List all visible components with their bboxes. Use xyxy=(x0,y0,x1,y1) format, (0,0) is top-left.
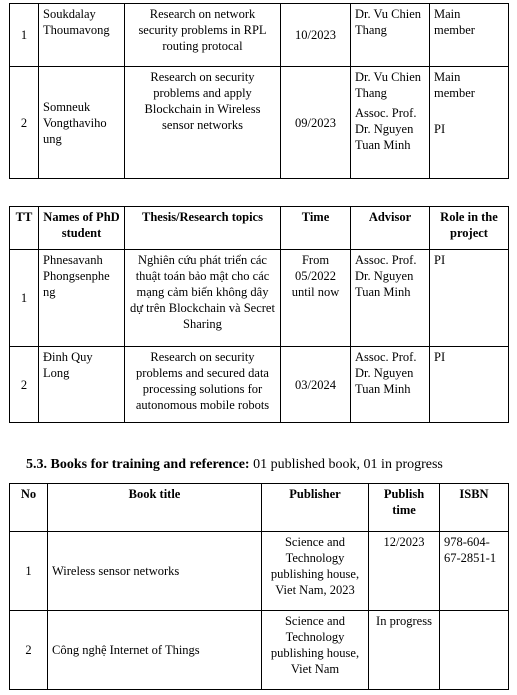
header-time: Time xyxy=(281,207,351,250)
advisor-line: Dr. Vu Chien Thang xyxy=(355,7,422,37)
time: From 05/2022 until now xyxy=(281,250,351,347)
isbn xyxy=(440,611,509,690)
student-name: Phnesavanh Phongsenphe ng xyxy=(39,250,125,347)
time: 03/2024 xyxy=(281,347,351,423)
advisor-line: Assoc. Prof. Dr. Nguyen Tuan Minh xyxy=(355,106,417,152)
table-row xyxy=(10,67,509,179)
role: PI xyxy=(430,347,509,423)
header-name: Names of PhD student xyxy=(39,207,125,250)
student-name: Soukdalay Thoumavong xyxy=(39,4,125,67)
role xyxy=(430,4,509,67)
advisor: Assoc. Prof. Dr. Nguyen Tuan Minh xyxy=(351,347,430,423)
table-row xyxy=(10,4,509,67)
advisor: Assoc. Prof. Dr. Nguyen Tuan Minh xyxy=(351,250,430,347)
research-topic: Research on security problems and secured data processing solutions for autonomous mobile robots xyxy=(125,347,281,423)
book-title: Công nghệ Internet of Things xyxy=(48,611,262,690)
row-number: 2 xyxy=(10,67,39,179)
research-topic: Research on network security problems in RPL routing protocal xyxy=(125,4,281,67)
role xyxy=(430,67,509,179)
time: 09/2023 xyxy=(281,67,351,179)
row-number: 1 xyxy=(10,4,39,67)
header-tt: TT xyxy=(10,207,39,250)
advisor xyxy=(351,67,430,179)
row-number: 2 xyxy=(10,611,48,690)
phd-students-table xyxy=(9,206,509,423)
header-topic: Thesis/Research topics xyxy=(125,207,281,250)
student-name: Đinh Quy Long xyxy=(39,347,125,423)
table-row xyxy=(10,532,509,611)
master-students-table xyxy=(9,3,509,179)
isbn: 978-604-67-2851-1 xyxy=(440,532,509,611)
table-header-row xyxy=(10,207,509,250)
books-table xyxy=(9,483,509,690)
row-number: 2 xyxy=(10,347,39,423)
table-row xyxy=(10,347,509,423)
header-advisor: Advisor xyxy=(351,207,430,250)
research-topic: Research on security problems and apply Blockchain in Wireless sensor networks xyxy=(125,67,281,179)
advisor-line: Dr. Vu Chien Thang xyxy=(355,70,422,100)
book-title: Wireless sensor networks xyxy=(48,532,262,611)
publisher: Science and Technology publishing house, Viet Nam xyxy=(262,611,369,690)
section-title: 5.3. Books for training and reference: xyxy=(26,457,250,472)
research-topic: Nghiên cứu phát triển các thuật toán bảo mật cho các mạng cảm biến không dây dự trên Blockchain và Secret Sharing xyxy=(125,250,281,347)
section-summary: 01 published book, 01 in progress xyxy=(249,457,443,472)
header-publisher: Publisher xyxy=(262,484,369,532)
row-number: 1 xyxy=(10,250,39,347)
student-name: Somneuk Vongthaviho ung xyxy=(39,67,125,179)
table-row xyxy=(10,250,509,347)
table-header-row xyxy=(10,484,509,532)
header-role: Role in the project xyxy=(430,207,509,250)
table-row xyxy=(10,611,509,690)
advisor xyxy=(351,4,430,67)
header-no: No xyxy=(10,484,48,532)
role-line: Main member xyxy=(434,7,475,37)
role-line: Main member xyxy=(434,70,475,100)
row-number: 1 xyxy=(10,532,48,611)
header-title: Book title xyxy=(48,484,262,532)
role-line: PI xyxy=(434,122,446,136)
publish-time: 12/2023 xyxy=(369,532,440,611)
section-heading xyxy=(26,456,443,474)
time: 10/2023 xyxy=(281,4,351,67)
header-isbn: ISBN xyxy=(440,484,509,532)
header-publish-time: Publish time xyxy=(369,484,440,532)
role: PI xyxy=(430,250,509,347)
publish-time: In progress xyxy=(369,611,440,690)
publisher: Science and Technology publishing house, Viet Nam, 2023 xyxy=(262,532,369,611)
